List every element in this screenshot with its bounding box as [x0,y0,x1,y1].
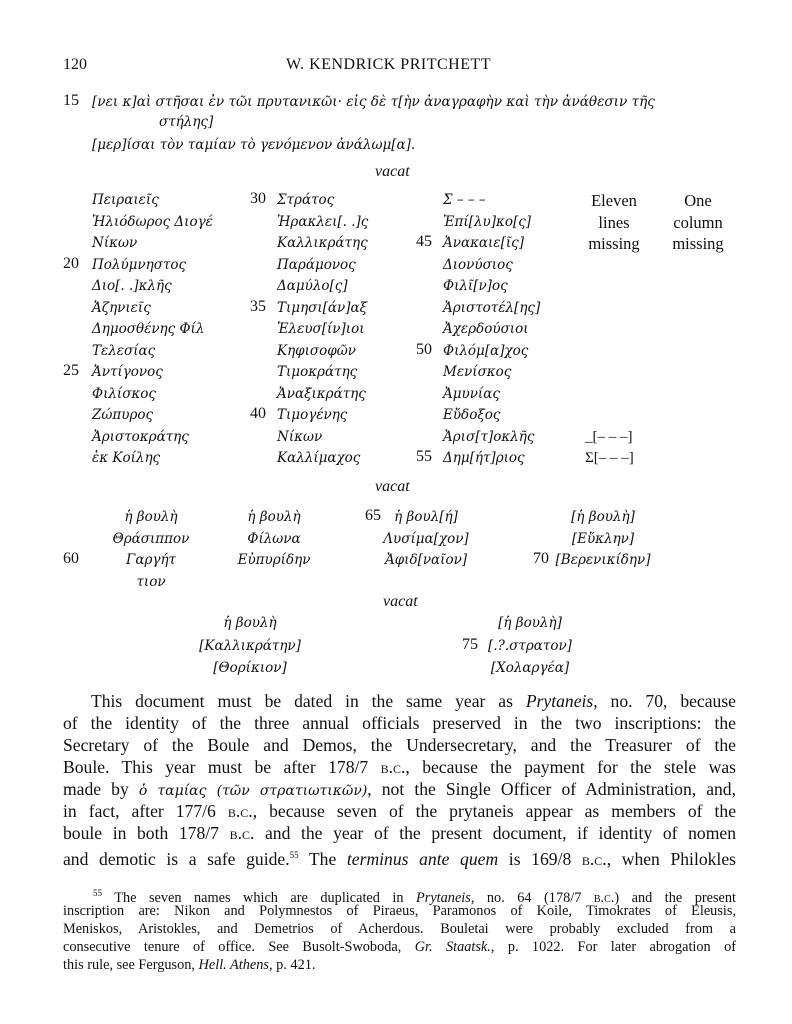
running-title: W. KENDRICK PRITCHETT [286,56,492,73]
decree-line-15a: [νει κ]αὶ στῆσαι ἐν τῶι πρυτανικῶι· εἰς δὲ τ[ὴν ἀναγραφὴν καὶ τὴν ἀνάθεσιν τῆς [92,94,655,110]
crown-row1-c2-1: Φίλωνα [247,530,301,547]
para-line-4: Boule. This year must be after 178/7 b.c., because the payment for the stele was [63,757,736,777]
fn-line-3: Meniskos, Aristokles, and Demetrios of Acherdous. Bouletai were probably excluded from a [63,921,736,937]
crown-row1-c3-1: Λυσίμα[χον] [383,530,469,547]
note-one-column-1: column [673,212,723,232]
name-col2-2: Καλλικράτης [277,235,368,251]
name-col2-4: Δαμύλο[ς] [277,278,348,294]
footnote-55 [63,884,736,974]
crown-row1-c3-2: Ἀφιδ[ναῖον] [384,552,468,568]
name-col3-11: Ἀρισ[τ]οκλῆς [443,428,535,445]
crown-row1-c4-1: [Εὔκλην] [571,530,635,547]
name-col3-5: Ἀριστοτέλ[ης] [443,299,541,316]
name-col1-11: Ἀριστοκράτης [92,428,189,445]
crown-row2-c1-2: [Θορίκιον] [213,660,287,676]
name-col3-8: Μενίσκος [443,364,512,380]
line-number-30: 30 [250,190,266,207]
line-number-60: 60 [63,550,79,567]
name-col2-11: Νίκων [277,428,323,445]
name-col3-3: Διονύσιος [443,256,513,273]
fn-line-5: this rule, see Ferguson, Hell. Athens, p. 421. [63,957,316,973]
footnote-marker: 55 [93,888,102,898]
para-line-1: This document must be dated in the same year as Prytaneis, no. 70, because [91,691,736,711]
para-line-8: and demotic is a safe guide.$^{55}$ The terminus ante quem is 169/8 b.c., when Philokles [63,848,736,869]
crown-row1-c4-2: [Βερενικίδην] [555,552,651,568]
name-col3-2: Ἀνακαιε[ῖς] [443,235,524,251]
line-number-15: 15 [63,92,79,109]
name-col2-6: Ἐλευσ[ίν]ιοι [277,321,365,337]
para-line-2: of the identity of the three annual officials preserved in the two inscriptions: the [63,713,736,733]
line-number-35: 35 [250,297,266,315]
name-col2-10: Τιμογένης [277,407,348,423]
name-col2-1: Ἡρακλει[. .]ς [277,213,369,230]
name-col3-6: Ἀχερδούσιοι [443,321,529,337]
name-col3-10: Εὔδοξος [443,407,501,423]
name-col1-7: Τελεσίας [92,342,156,359]
crown-row2-c2-1: [.?.στρατον] [488,637,572,654]
name-col1-0: Πειραιεῖς [92,192,159,208]
line-number-50: 50 [416,340,432,358]
name-col1-3: Πολύμνηστος [92,256,187,273]
name-col2-3: Παράμονος [277,256,356,273]
vacat-3: vacat [383,593,418,610]
name-col1-5: Ἀζηνιεῖς [92,299,151,316]
name-col1-2: Νίκων [92,235,138,251]
line-number-20: 20 [63,254,79,272]
name-col1-10: Ζώπυρος [92,407,154,423]
name-col1-4: Διο[. .]κλῆς [92,278,172,294]
name-col3-1: Ἐπί[λυ]κο[ς] [443,213,532,230]
line-number-55: 55 [416,448,432,465]
crown-row1-c2-2: Εὐπυρίδην [237,552,311,568]
note-one-column-2: missing [672,234,724,253]
note-one-column-0: One [684,191,712,210]
crown-row1-c1-2: Γαργήτ [125,552,177,568]
crown-row1-c4-0: [ἡ βουλὴ] [571,509,635,525]
para-line-3: Secretary of the Boule and Demos, the Undersecretary, and the Treasurer of the [63,735,736,755]
crown-row1-c1-1: Θράσιππον [112,530,190,547]
line-number-45: 45 [416,233,432,250]
name-col1-8: Ἀντίγονος [92,364,163,380]
name-col1-1: Ἡλιόδωρος Διογέ [92,213,213,230]
name-col2-9: Ἀναξικράτης [277,385,366,402]
name-col2-5: Τιμησι[άν]αξ [277,299,368,316]
name-col2-7: Κηφισοφῶν [277,342,356,359]
commentary-paragraph [63,690,737,869]
note-eleven-lines-0: Eleven [591,191,637,210]
note-eleven-lines-2: missing [588,234,640,253]
vacat-1: vacat [375,163,410,180]
name-col3-12: Δημ[ήτ]ριος [443,450,525,466]
line-number-25: 25 [63,362,79,379]
fn-line-4: consecutive tenure of office. See Busolt-Swoboda, Gr. Staatsk., p. 1022. For later abrogation of [63,939,736,955]
crown-row2-c1-1: [Καλλικράτην] [199,637,301,654]
name-col2-12: Καλλίμαχος [277,450,361,466]
line-number-70: 70 [533,550,549,567]
footnote-ref[interactable]: 55 [289,850,299,860]
name-col3-4: Φιλῖ[ν]ος [443,278,508,294]
crown-row1-c3-0: ἡ βουλ[ή] [394,509,458,525]
crown-row2-c2-2: [Χολαργέα] [490,660,570,676]
fn-line-1: $^{55}$ The seven names which are duplicated in Prytaneis, no. 64 (178/7 b.c.) and the present [93,888,736,906]
name-col4-fragment-1: Σ[– – –] [585,450,634,466]
name-col3-9: Ἀμυνίας [443,385,500,402]
name-col3-0: Σ – – – [443,192,486,208]
name-col2-8: Τιμοκράτης [277,364,358,380]
note-eleven-lines-1: lines [598,212,630,232]
para-line-6: in fact, after 177/6 b.c., because seven of the prytaneis appear as members of the [63,801,736,821]
para-line-5: made by ὁ ταμίας (τῶν στρατιωτικῶν), not the Single Officer of Administration, and, [63,779,737,799]
crown-row1-c1-3: τιον [136,573,166,590]
vacat-2: vacat [375,478,410,495]
name-col1-6: Δημοσθένης Φίλ [92,321,205,337]
crown-row2-c1-0: ἡ βουλὴ [223,615,277,631]
line-number-75: 75 [462,635,478,653]
crown-row2-c2-0: [ἡ βουλὴ] [498,615,562,631]
page-number: 120 [63,56,87,73]
name-col4-fragment-0: _[– – –] [585,428,633,445]
name-col1-12: ἐκ Κοίλης [92,450,161,466]
crown-row1-c2-0: ἡ βουλὴ [247,509,301,525]
name-col2-0: Στράτος [277,192,335,208]
line-number-40: 40 [250,405,266,422]
crown-row1-c1-0: ἡ βουλὴ [124,509,178,525]
name-col3-7: Φιλόμ[α]χος [443,342,529,359]
line-number-65: 65 [365,507,381,524]
decree-line-16: [μερ]ίσαι τὸν ταμίαν τὸ γενόμενον ἀνάλωμ[α]. [92,137,416,153]
para-line-7: boule in both 178/7 b.c. and the year of the present document, if identity of nomen [63,823,736,843]
decree-line-15b: στήλης] [159,114,214,130]
fn-line-2: inscription are: Nikon and Polymnestos of Piraeus, Paramonos of Koile, Timokrates of Eleusis, [63,903,736,919]
name-col1-9: Φιλίσκος [92,385,156,402]
